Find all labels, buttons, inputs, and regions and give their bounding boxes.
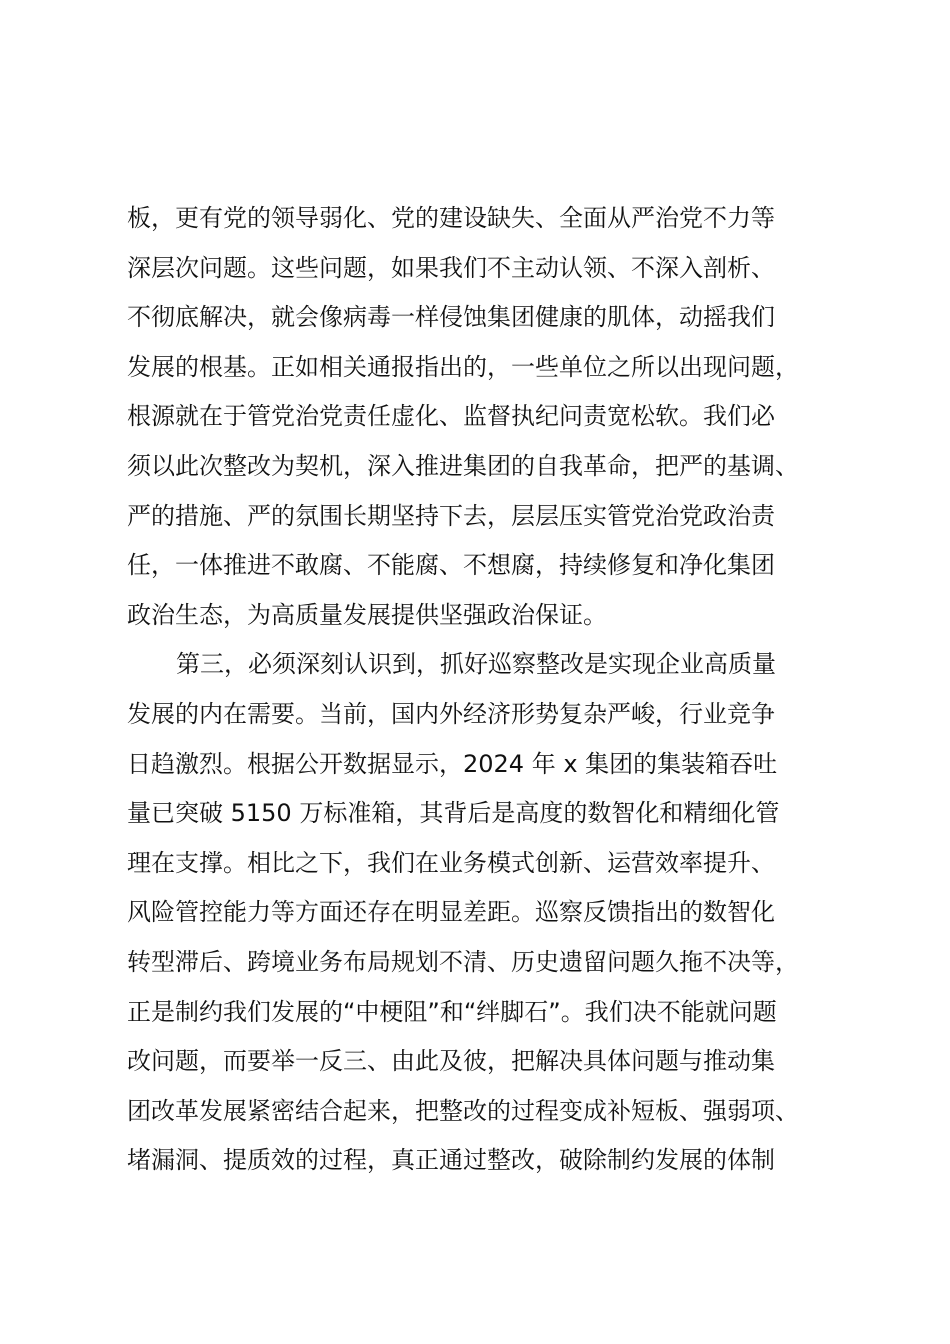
text-line: 发展的根基。正如相关通报指出的，一些单位之所以出现问题，	[127, 352, 799, 381]
text-line: 须以此次整改为契机，深入推进集团的自我革命，把严的基调、	[127, 451, 799, 480]
text-line: 改问题，而要举一反三、由此及彼，把解决具体问题与推动集	[127, 1047, 775, 1076]
text-line: 日趋激烈。根据公开数据显示，2024 年 x 集团的集装箱吞吐	[127, 749, 778, 778]
text-line: 板，更有党的领导弱化、党的建设缺失、全面从严治党不力等	[127, 204, 775, 232]
document-body	[127, 194, 857, 1186]
text-line: 不彻底解决，就会像病毒一样侵蚀集团健康的肌体，动摇我们	[127, 303, 775, 332]
paragraph-third-point	[127, 640, 857, 1186]
text-line: 理在支撑。相比之下，我们在业务模式创新、运营效率提升、	[127, 848, 775, 877]
text-line: 量已突破 5150 万标准箱，其背后是高度的数智化和精细化管	[127, 799, 780, 828]
text-line: 风险管控能力等方面还存在明显差距。巡察反馈指出的数智化	[127, 898, 775, 927]
text-line-first-indented: 第三，必须深刻认识到，抓好巡察整改是实现企业高质量	[176, 650, 776, 679]
text-line: 堵漏洞、提质效的过程，真正通过整改，破除制约发展的体制	[127, 1146, 775, 1175]
text-line: 团改革发展紧密结合起来，把整改的过程变成补短板、强弱项、	[127, 1096, 799, 1125]
text-line: 政治生态，为高质量发展提供坚强政治保证。	[127, 600, 607, 629]
text-line: 任，一体推进不敢腐、不能腐、不想腐，持续修复和净化集团	[127, 551, 775, 580]
text-line: 发展的内在需要。当前，国内外经济形势复杂严峻，行业竞争	[127, 699, 775, 728]
text-line: 深层次问题。这些问题，如果我们不主动认领、不深入剖析、	[127, 253, 775, 282]
paragraph-continuation	[127, 194, 857, 640]
text-line: 正是制约我们发展的“中梗阻”和“绊脚石”。我们决不能就问题	[127, 997, 777, 1026]
text-line: 严的措施、严的氛围长期坚持下去，层层压实管党治党政治责	[127, 501, 775, 530]
text-line: 根源就在于管党治党责任虚化、监督执纪问责宽松软。我们必	[127, 402, 775, 431]
text-line: 转型滞后、跨境业务布局规划不清、历史遗留问题久拖不决等，	[127, 947, 799, 976]
